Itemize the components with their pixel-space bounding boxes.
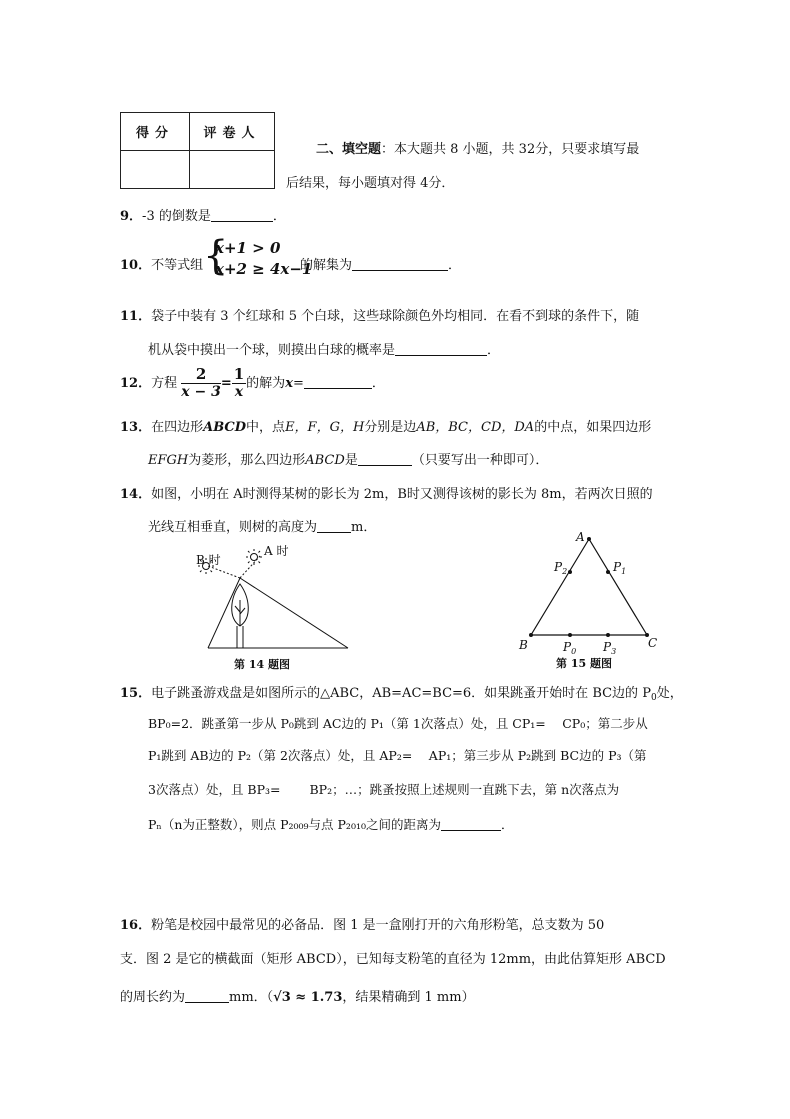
label-p1-p: P bbox=[613, 560, 622, 574]
point-p3 bbox=[606, 633, 610, 637]
label-p0-sub: 0 bbox=[571, 647, 577, 656]
score-header: 得分 bbox=[121, 113, 190, 151]
q14-line-2 bbox=[148, 516, 376, 535]
q13-line-2 bbox=[148, 449, 548, 468]
q16-line-3 bbox=[120, 986, 475, 1005]
q14-text: 光线互相垂直，则树的高度为 bbox=[148, 520, 318, 535]
q10-answer-blank[interactable] bbox=[352, 256, 448, 271]
q12-equals: = bbox=[220, 376, 232, 391]
q14-answer-blank[interactable] bbox=[317, 518, 351, 533]
q15-answer-blank[interactable] bbox=[441, 816, 501, 831]
q14-line-1: 如图，小明在 A时测得某树的影长为 2m，B时又测得该树的影长为 8m，若两次日照的 bbox=[151, 487, 653, 502]
q16-line-2: 支．图 2 是它的横截面（矩形 ABCD），已知每支粉笔的直径为 12mm，由此估算矩形 ABCD bbox=[120, 952, 666, 967]
q10-text: 不等式组 bbox=[151, 258, 204, 273]
question-11 bbox=[120, 305, 639, 324]
label-p3 bbox=[602, 640, 616, 656]
question-9 bbox=[120, 205, 286, 224]
label-p0 bbox=[562, 640, 576, 656]
label-a-time: A 时 bbox=[264, 544, 289, 558]
q13-text-f: 是 bbox=[344, 453, 358, 468]
q10-brace: { bbox=[203, 233, 229, 279]
q10-inequality-1: x+1 > 0 bbox=[215, 239, 281, 257]
label-p3-p: P bbox=[603, 640, 612, 654]
question-10 bbox=[120, 254, 203, 273]
tree-icon bbox=[232, 584, 249, 648]
q11-answer-blank[interactable] bbox=[395, 341, 487, 356]
triangle-abc bbox=[531, 539, 647, 635]
q12-number: 12． bbox=[120, 376, 152, 391]
q9-period: ． bbox=[272, 209, 286, 224]
section-desc-2: 后结果，每小题填对得 4分． bbox=[286, 176, 455, 191]
q15-line-4: 3次落点）处，且 BP₃= BP₂；…；跳蚤按照上述规则一直跳下去，第 n次落点为 bbox=[148, 782, 620, 797]
shadow-ray-a bbox=[208, 578, 240, 648]
q13-points: E，F，G，H bbox=[285, 420, 365, 435]
q12-frac2-den: x bbox=[234, 384, 244, 400]
q15-period: ． bbox=[500, 817, 514, 832]
q15-line-5-text: Pₙ（n为正整数），则点 P₂₀₀₉与点 P₂₀₁₀之间的距离为 bbox=[148, 817, 441, 832]
q12-text: 方程 bbox=[151, 376, 178, 391]
vertex-b bbox=[529, 633, 533, 637]
q13-number: 13． bbox=[120, 420, 152, 435]
q10-inequality-2: x+2 ≥ 4x−1 bbox=[215, 260, 313, 278]
q15-line-3: P₁跳到 AB边的 P₂（第 2次落点）处，且 AP₂= AP₁；第三步从 P₂跳到 BC边的 P₃（第 bbox=[148, 748, 647, 763]
q13-efgh: EFGH bbox=[148, 453, 189, 468]
grader-cell[interactable] bbox=[190, 151, 275, 189]
q10-tail bbox=[300, 254, 461, 273]
q12-frac1-num: 2 bbox=[181, 366, 221, 384]
q12-fraction-right bbox=[232, 366, 246, 401]
q13-quad: ABCD bbox=[203, 420, 247, 435]
label-p1 bbox=[612, 560, 626, 576]
q16-line-1: 粉笔是校园中最常见的必备品．图 1 是一盒刚打开的六角形粉笔，总支数为 50 bbox=[151, 918, 605, 933]
q16-text-c: ，结果精确到 1 mm） bbox=[342, 990, 475, 1005]
label-p2-sub: 2 bbox=[562, 567, 568, 576]
q16-number: 16． bbox=[120, 918, 152, 933]
q16-approx: √3 ≈ 1.73 bbox=[273, 990, 343, 1005]
q13-text-g: （只要写出一种即可）． bbox=[411, 453, 549, 468]
q15-line-1-sub: 0 bbox=[650, 693, 657, 703]
section-title: 二、填空题 bbox=[316, 142, 382, 157]
question-15 bbox=[120, 682, 683, 703]
section-desc-1: ：本大题共 8 小题，共 32分，只要求填写最 bbox=[381, 142, 640, 157]
q13-answer-blank[interactable] bbox=[358, 451, 412, 466]
q13-text-c: 分别是边 bbox=[364, 420, 417, 435]
grader-header: 评卷人 bbox=[190, 113, 275, 151]
figure-15-caption: 第 15 题图 bbox=[556, 657, 612, 670]
label-c: C bbox=[648, 636, 658, 650]
q16-answer-blank[interactable] bbox=[185, 988, 229, 1003]
label-b: B bbox=[519, 638, 528, 652]
q12-eq-sign: = bbox=[292, 376, 304, 391]
q14-unit: m． bbox=[351, 520, 377, 535]
label-p1-sub: 1 bbox=[621, 567, 627, 576]
shadow-ray-b bbox=[240, 578, 348, 648]
q11-text: 机从袋中摸出一个球，则摸出白球的概率是 bbox=[148, 343, 396, 358]
point-p2 bbox=[568, 570, 572, 574]
q12-frac2-num: 1 bbox=[233, 365, 245, 383]
q13-sides: AB，BC，CD，DA bbox=[416, 420, 535, 435]
q15-line-2: BP₀=2．跳蚤第一步从 P₀跳到 AC边的 P₁（第 1次落点）处，且 CP₁= CP₀；第二步从 bbox=[148, 716, 648, 731]
question-13 bbox=[120, 416, 651, 435]
q9-number: 9． bbox=[120, 209, 143, 224]
label-p3-sub: 3 bbox=[611, 647, 617, 656]
q12-period: ． bbox=[371, 376, 385, 391]
figure-14-caption: 第 14 题图 bbox=[234, 658, 290, 671]
q16-text-a: 的周长约为 bbox=[120, 990, 186, 1005]
q16-text-b: mm．（ bbox=[229, 990, 274, 1005]
question-14 bbox=[120, 483, 653, 502]
q15-line-1-end: 处， bbox=[656, 686, 683, 701]
q15-line-1: 电子跳蚤游戏盘是如图所示的△ABC，AB=AC=BC=6．如果跳蚤开始时在 BC边的 P bbox=[151, 686, 651, 701]
q10-period: ． bbox=[448, 258, 462, 273]
point-p0 bbox=[568, 633, 572, 637]
q11-period: ． bbox=[487, 343, 501, 358]
q13-text-b: 中，点 bbox=[246, 420, 286, 435]
question-12 bbox=[120, 366, 385, 401]
q11-line-2 bbox=[148, 339, 500, 358]
label-p2-p: P bbox=[554, 560, 563, 574]
point-p1 bbox=[606, 570, 610, 574]
q10-text-b: 的解集为 bbox=[300, 258, 353, 273]
label-p0-p: P bbox=[563, 640, 572, 654]
q15-line-5 bbox=[148, 815, 514, 833]
q15-number: 15． bbox=[120, 686, 152, 701]
q12-fraction-left bbox=[181, 366, 221, 401]
score-table bbox=[120, 112, 275, 189]
q10-number: 10． bbox=[120, 258, 152, 273]
figure-15 bbox=[510, 528, 665, 674]
q11-number: 11． bbox=[120, 309, 152, 324]
label-p2 bbox=[553, 560, 567, 576]
question-16 bbox=[120, 914, 604, 933]
q12-answer-blank[interactable] bbox=[304, 374, 372, 389]
section-header bbox=[316, 138, 639, 157]
q9-answer-blank[interactable] bbox=[211, 207, 273, 222]
label-a: A bbox=[576, 530, 585, 544]
ray-to-sun-b bbox=[208, 566, 240, 578]
label-b-time: B 时 bbox=[196, 553, 221, 567]
q13-abcd: ABCD bbox=[305, 453, 345, 468]
figure-14 bbox=[190, 540, 365, 675]
q13-text-e: 为菱形，那么四边形 bbox=[188, 453, 306, 468]
q12-variable: x bbox=[285, 376, 293, 391]
vertex-a bbox=[587, 537, 591, 541]
q13-text-d: 的中点，如果四边形 bbox=[534, 420, 652, 435]
q9-text: -3 的倒数是 bbox=[142, 209, 211, 224]
q12-text-b: 的解为 bbox=[246, 376, 286, 391]
q13-text-a: 在四边形 bbox=[151, 420, 204, 435]
score-cell[interactable] bbox=[121, 151, 190, 189]
q14-number: 14． bbox=[120, 487, 152, 502]
q10-system bbox=[215, 238, 312, 280]
q12-frac1-den: x − 3 bbox=[181, 384, 221, 400]
q11-line-1: 袋子中装有 3 个红球和 5 个白球，这些球除颜色外均相同．在看不到球的条件下，随 bbox=[151, 309, 640, 324]
